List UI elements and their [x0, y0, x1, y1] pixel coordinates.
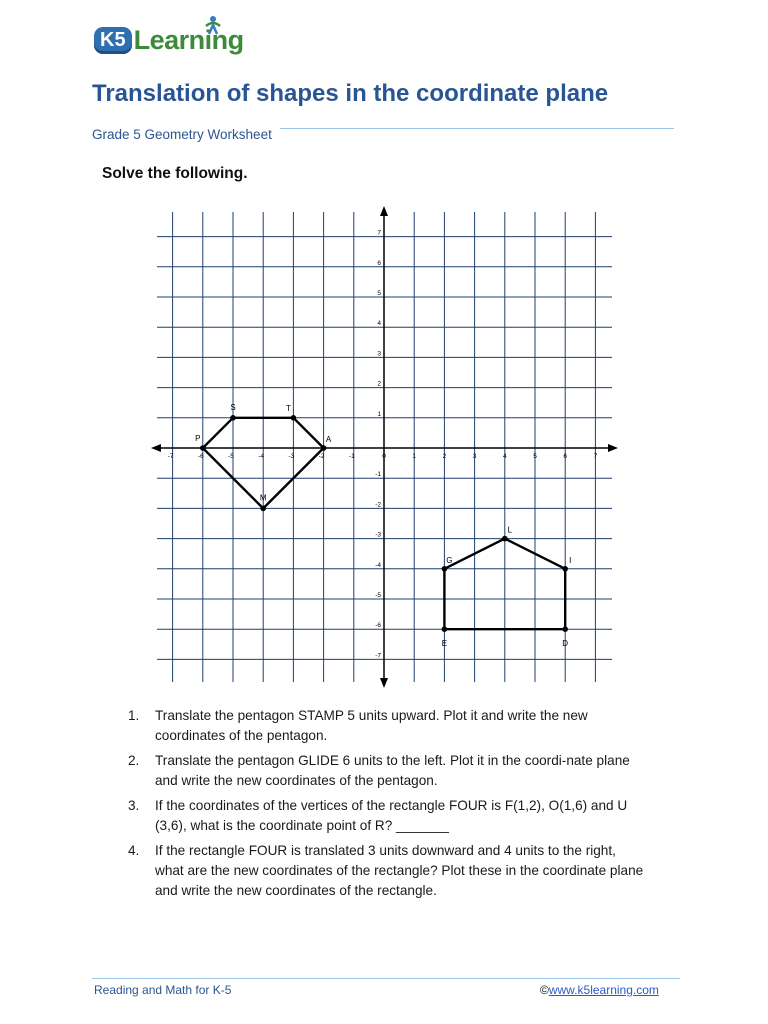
vertex-label: T	[285, 403, 291, 413]
vertex-label: L	[507, 525, 513, 535]
y-tick-label: -6	[375, 622, 381, 630]
vertex-label: I	[569, 555, 572, 565]
question-number: 2.	[128, 753, 140, 768]
question-item	[128, 796, 648, 836]
y-tick-label: 4	[377, 320, 381, 328]
vertex-label: M	[259, 493, 267, 503]
vertex-label: P	[195, 434, 201, 443]
question-text: Translate the pentagon STAMP 5 units upward. Plot it and write the new coordinates of the pentagon.	[155, 708, 588, 743]
footer-divider	[92, 978, 680, 979]
vertex-point	[321, 445, 327, 451]
question-item	[128, 706, 648, 746]
x-tick-label: -6	[197, 453, 204, 460]
y-tick-label: 7	[377, 229, 381, 237]
x-tick-label: 1	[412, 453, 417, 460]
x-tick-label: 0	[382, 453, 386, 460]
y-tick-label: 5	[377, 290, 381, 297]
logo-k5-box: K5	[94, 27, 132, 54]
x-tick-label: 6	[563, 453, 568, 460]
vertex-point	[562, 626, 568, 632]
vertex-point	[562, 566, 568, 572]
logo-learning-word: Learning	[133, 24, 244, 55]
question-number: 4.	[128, 843, 140, 858]
y-tick-label: -7	[375, 652, 381, 660]
x-tick-label: -5	[228, 453, 234, 460]
question-item	[128, 751, 648, 791]
question-text: If the coordinates of the vertices of the rectangle FOUR is F(1,2), O(1,6) and U (3,6), what is the coordinate point of R? _______	[155, 798, 628, 833]
x-tick-label: 2	[442, 453, 447, 460]
y-tick-label: -4	[375, 561, 381, 569]
vertex-label: S	[230, 402, 236, 412]
y-axis-down-arrow-icon	[380, 678, 388, 688]
vertex-label: D	[562, 639, 569, 649]
vertex-label: E	[441, 639, 448, 649]
k5learning-link[interactable]: www.k5learning.com	[548, 983, 659, 997]
vertex-label: G	[446, 555, 453, 565]
x-tick-label: -7	[167, 453, 174, 460]
y-tick-label: 2	[377, 380, 381, 388]
x-tick-label: -1	[348, 453, 355, 460]
question-item	[128, 841, 648, 901]
x-tick-label: 5	[533, 453, 537, 460]
x-axis-right-arrow-icon	[608, 444, 618, 452]
vertex-point	[200, 445, 206, 451]
y-axis-up-arrow-icon	[380, 206, 388, 216]
instruction-text: Solve the following.	[102, 165, 248, 182]
question-number: 1.	[128, 708, 140, 723]
x-axis-left-arrow-icon	[151, 444, 161, 452]
vertex-point	[442, 566, 448, 572]
x-tick-label: 3	[472, 453, 477, 460]
x-tick-label: -2	[318, 453, 325, 460]
y-tick-label: -3	[375, 531, 381, 539]
question-text: Translate the pentagon GLIDE 6 units to the left. Plot it in the coordi-nate plane and write the new coordinates of the pentagon.	[155, 753, 630, 788]
question-text: If the rectangle FOUR is translated 3 units downward and 4 units to the right, what are the new coordinates of the rectangle? Plot these in the coordinate plane and write the new coordinates of the rectangle.	[155, 843, 644, 898]
y-tick-label: 3	[377, 350, 381, 358]
vertex-point	[291, 415, 297, 421]
vertex-point	[502, 536, 508, 542]
y-tick-label: -2	[375, 501, 381, 509]
y-tick-label: 1	[377, 410, 381, 418]
y-tick-label: -1	[375, 471, 381, 479]
vertex-point	[260, 506, 266, 512]
footer-link-group	[540, 983, 659, 997]
vertex-label: A	[325, 435, 332, 444]
x-tick-label: -3	[288, 453, 295, 460]
question-number: 3.	[128, 798, 140, 813]
page-title: Translation of shapes in the coordinate plane	[92, 80, 609, 107]
worksheet-subtitle: Grade 5 Geometry Worksheet	[92, 127, 272, 142]
vertex-point	[442, 626, 448, 632]
vertex-point	[230, 415, 236, 421]
question-list	[128, 706, 648, 906]
footer-tagline: Reading and Math for K-5	[94, 983, 232, 997]
x-tick-label: 7	[593, 453, 598, 460]
x-tick-label: -4	[258, 453, 265, 460]
y-tick-label: 6	[377, 259, 381, 267]
y-tick-label: -5	[375, 592, 381, 599]
x-tick-label: 4	[502, 453, 507, 460]
copyright-symbol: ©	[540, 983, 549, 997]
